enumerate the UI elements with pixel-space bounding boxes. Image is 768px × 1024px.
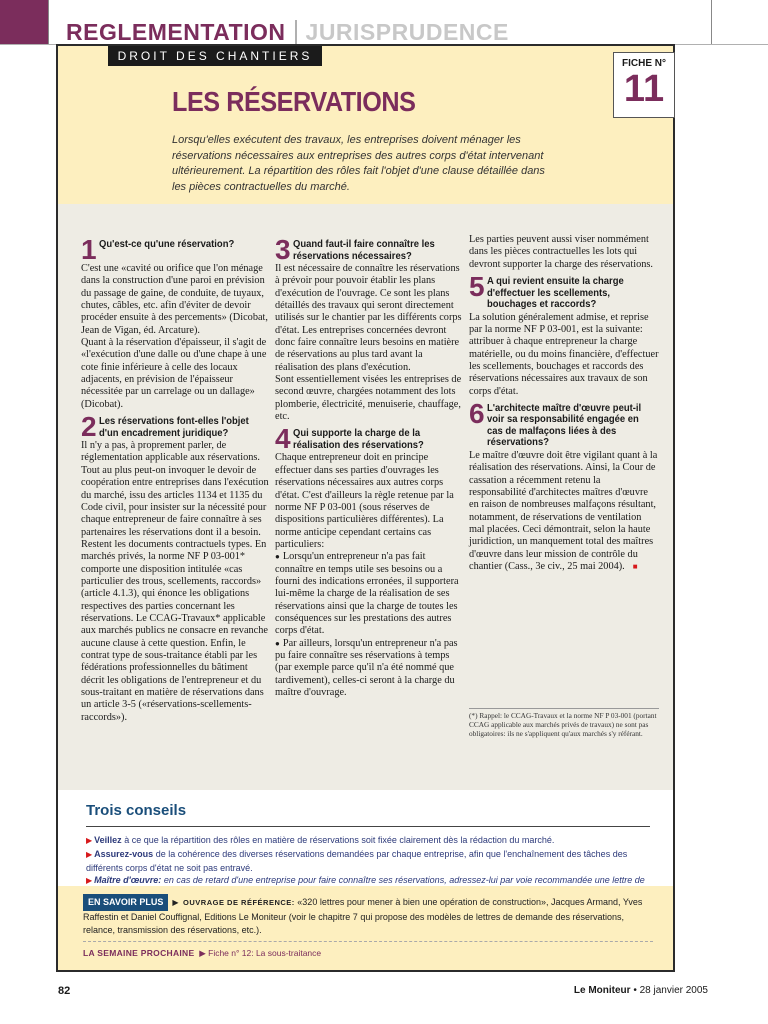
question-heading [81,411,271,443]
paragraph-text: Le maître d'œuvre doit être vigilant quant à la réalisation des réservations. Ainsi, la Cour de cassation a récemment retenu la responsabilité d'architectes maîtres d'œuvre en raison de nombreuses malfaçons résultant, notamment, de réservations de ventilation mal placées. Ceci démontrait, selon la haute juridiction, un manquement total des maîtres d'œuvre dans leur mission de contrôle du chantier (Cass., 3e civ., 25 mai 2004). [469,449,658,573]
question-number: 2 [81,411,97,443]
bullet-item: ● Lorsqu'un entrepreneur n'a pas fait connaître en temps utile ses besoins ou a fourni des indications erronées, il supportera lui-même la charge de la réalisation de ses réservations ainsi que la charge de toutes les conséquences sur les prestations des autres corps d'état. [275,551,465,637]
arrow-right-icon: ▶ [86,876,93,886]
paragraph: Sont essentiellement visées les entreprises de second œuvre, chargées notamment des lots plomberie, électricité, menuiserie, chauffage, etc. [275,374,462,423]
question-number: 3 [275,234,291,265]
advice-panel [58,790,673,886]
next-week-label: LA SEMAINE PROCHAINE [83,948,195,958]
advice-item [86,834,652,848]
question-heading [469,271,659,311]
header-rule [711,0,712,44]
question-heading [275,423,465,455]
question-number: 4 [275,423,291,455]
publication-name: Le Moniteur [573,985,631,996]
publication-date: 28 janvier 2005 [639,985,708,996]
section-header [66,18,509,46]
advice-keyword: Veillez [94,835,122,845]
reference-text [83,894,653,936]
section-color-tab [0,0,48,44]
question-heading [275,234,465,265]
question-title: Quand faut-il faire connaître les réservations nécessaires? [292,238,435,262]
reference-body: «320 lettres pour mener à bien une opération de construction», Jacques Armand, Yves Raffestin et Daniel Couffignal, Editions Le Moniteur (voir le chapitre 7 qui propose des modèles de lettres de demande des réservations, relance, transmission des réservations, etc.). [83,897,643,935]
fiche-label: FICHE N° [622,58,666,69]
advice-text: à ce que la répartition des rôles en matière de réservations soit fixée clairement dès la rédaction du marché. [121,835,555,845]
question-heading [469,397,659,449]
next-week [83,948,321,959]
publication-line: Le Moniteur • 28 janvier 2005 [573,985,708,996]
column-3 [469,234,659,573]
paragraph: La solution généralement admise, et reprise par la norme NF P 03-001, est la suivante: attribuer à chaque entrepreneur la charge matérielle, ou du moins financière, d'effectuer les scellements, bouchages et raccords des réservations nécessaires aux travaux de son corps d'état. [469,311,659,397]
advice-text: en cas de retard d'une entreprise pour faire connaître ses réservations, adressez-lui par voie recommandée une lettre de [163,875,645,886]
end-square-icon: ■ [632,562,638,572]
advice-title: Trois conseils [86,802,187,819]
en-savoir-plus-tag: EN SAVOIR PLUS [83,894,168,911]
intro-panel [58,46,673,204]
arrow-right-icon: ▶ [196,948,209,958]
fiche-number-badge [613,52,675,118]
paragraph: Restent les documents contractuels types. En marchés privés, la norme NF P 03-001* comporte une disposition intitulée «cas particulier des trous, scellements, raccords» (article 4.1.3), qui énonce les obligations respectives des parties concernant les réservations. Le CCAG-Travaux* applicable aux marchés publics ne consacre en revanche aucune clause à cette question. Enfin, le contrat type de sous-traitance établi par les fédérations professionnelles du bâtiment décrit les obligations de l'entrepreneur et du sous-traitant en matière de réservations dans un article 3-5 («réservations-scellements-raccords»). [81,538,268,723]
advice-text: de la cohérence des diverses réservations demandées par chaque entreprise, afin que l'enchaînement des tâches des différents corps d'état ne soit pas entravé. [86,848,628,873]
section-jurisprudence[interactable]: JURISPRUDENCE [305,18,509,45]
arrow-right-icon: ▶ [172,898,179,907]
next-week-link[interactable]: Fiche n° 12: La sous-traitance [208,948,322,958]
paragraph: Quant à la réservation d'épaisseur, il s'agit de «l'exécution d'une dalle ou d'une chape à une cote finie inférieure à celle des locaux adjacents, en prévision de l'épaisseur nécessitée par un carrelage ou un dallage» (Dicobat). [81,337,267,410]
footnote: (*) Rappel: le CCAG-Travaux et la norme NF P 03-001 (portant CCAG applicable aux marchés privés de travaux) ne sont pas obligatoires: ils ne s'appliquent qu'aux marchés s'y référant. [469,708,659,738]
paragraph: Les parties peuvent aussi viser nommément dans les pièces contractuelles les lots qui devront supporter la charge des réservations. [469,234,653,270]
question-title: Qui supporte la charge de la réalisation des réservations? [292,427,424,451]
advice-keyword: Assurez-vous [94,848,154,859]
question-title: L'architecte maître d'œuvre peut-il voir sa responsabilité engagée en cas de malfaçons liées à des réservations? [486,401,641,449]
arrow-right-icon: ▶ [86,849,93,859]
paragraph: Il n'y a pas, à proprement parler, de réglementation applicable aux réservations. Tout au plus peut-on invoquer le devoir de coopération entre entreprises dans l'exécution du marché, issu des articles 1134 et 1135 du Code civil, pour insister sur la nécessité pour chaque entrepreneur de faire connaître à ses partenaires les réservations dont il a besoin. [81,440,269,538]
fiche-frame [56,44,675,972]
question-title: Qu'est-ce qu'une réservation? [98,238,234,250]
advice-item [86,848,652,875]
question-number: 5 [469,271,485,303]
rubrique-label: DROIT DES CHANTIERS [108,46,322,66]
question-heading [81,234,271,265]
question-number: 1 [81,234,97,265]
advice-keyword: Maître d'œuvre: [94,875,162,886]
header-rule [48,0,49,44]
paragraph: C'est une «cavité ou orifice que l'on ménage dans la construction d'une paroi en prévision du passage de gaine, de conduite, de tuyaux, chutes, câbles, etc. afin d'éviter de devoir procéder ensuite à des percements» (Dicobat, Jean de Vigan, éd. Arcature). [81,263,268,336]
question-number: 6 [469,397,485,429]
fiche-number: 11 [623,68,665,110]
question-title: Les réservations font-elles l'objet d'un encadrement juridique? [98,415,249,439]
paragraph: Il est nécessaire de connaître les réservations à prévoir pour pouvoir établir les plans d'exécution de l'ouvrage. Ce sont les plans détaillés des travaux qui seront directement utilisés sur le chantier par les différents corps d'état. Les entreprises concernées devront donc faire connaître leurs besoins en matière de réservations au plus tard avant la réalisation des plans d'exécution. [275,263,462,373]
paragraph [469,450,659,573]
question-title: A qui revient ensuite la charge d'effectuer les scellements, bouchages et raccords? [486,275,624,311]
advice-rule [86,826,650,827]
column-1 [81,234,271,724]
reference-label: OUVRAGE DE RÉFÉRENCE: [183,898,295,907]
bullet-item: ● Par ailleurs, lorsqu'un entrepreneur n'a pas pu faire connaître ses réservations à temps (par exemple parce qu'il n'a été nommé que tardivement), celles-ci seront à la charge du maître d'ouvrage. [275,638,465,700]
paragraph: Chaque entrepreneur doit en principe effectuer dans ses parties d'ouvrages les réservations nécessaires aux autres corps d'état. C'est d'ailleurs la règle retenue par la norme NF P 03-001 (sous réserves de dispositions particulières différentes). La norme anticipe cependant certains cas particuliers: [275,452,454,550]
page-number: 82 [58,985,71,997]
page-title: LES RÉSERVATIONS [172,86,416,117]
article-body [58,204,673,790]
intro-text: Lorsqu'elles exécutent des travaux, les entreprises doivent ménager les réservations nécessaires aux entreprises des autres corps d'état intervenant ultérieurement. La répartition des rôles fait l'objet d'une clause détaillée dans les pièces contractuelles du marché. [172,134,545,193]
section-divider [295,20,297,44]
dashed-divider [83,941,653,942]
arrow-right-icon: ▶ [86,836,93,845]
column-2 [275,234,465,699]
section-reglementation[interactable]: REGLEMENTATION [66,18,286,45]
en-savoir-plus-panel [58,886,673,970]
